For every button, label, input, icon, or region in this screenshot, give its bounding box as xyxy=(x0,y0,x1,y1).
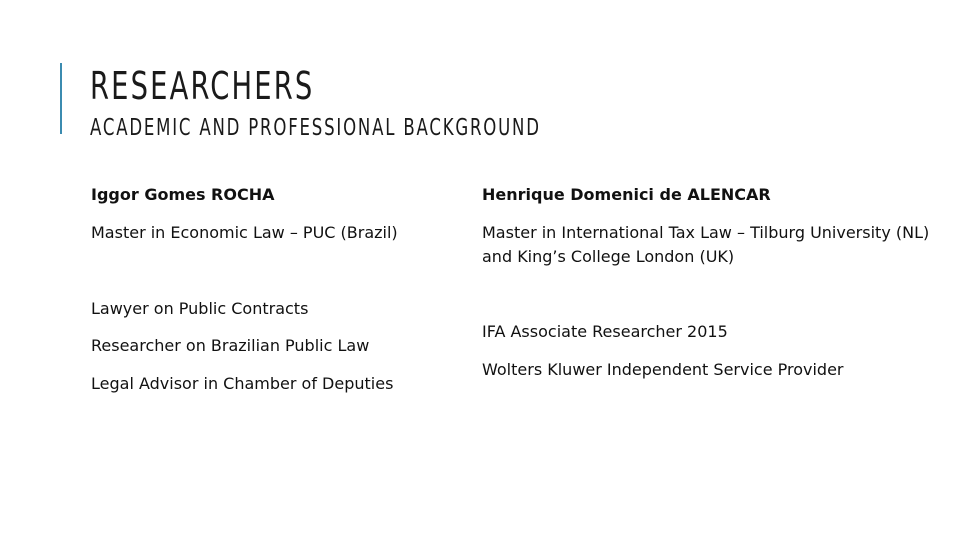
researcher-role: IFA Associate Researcher 2015 xyxy=(482,322,728,341)
researcher-name: Iggor Gomes ROCHA xyxy=(91,185,275,204)
researcher-role: Lawyer on Public Contracts xyxy=(91,299,309,318)
title-accent-bar xyxy=(60,63,62,134)
researcher-degree: Master in International Tax Law – Tilburg University (NL) and King’s College London (UK) xyxy=(482,223,930,266)
slide-subtitle: ACADEMIC AND PROFESSIONAL BACKGROUND xyxy=(90,115,541,141)
researcher-role: Legal Advisor in Chamber of Deputies xyxy=(91,374,394,393)
researcher-degree: Master in Economic Law – PUC (Brazil) xyxy=(91,223,398,242)
slide-title: RESEARCHERS xyxy=(90,64,315,108)
researcher-name: Henrique Domenici de ALENCAR xyxy=(482,185,771,204)
researcher-role: Researcher on Brazilian Public Law xyxy=(91,336,370,355)
researcher-role: Wolters Kluwer Independent Service Provider xyxy=(482,360,844,379)
